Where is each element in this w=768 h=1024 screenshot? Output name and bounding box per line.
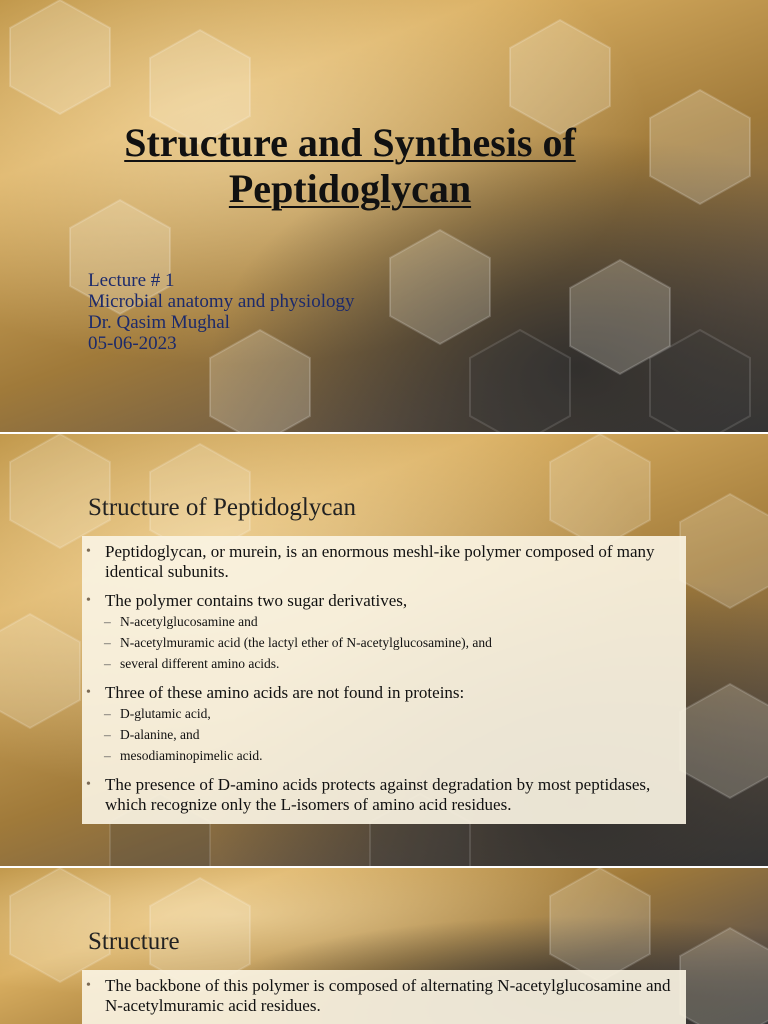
dash-icon: –	[104, 656, 111, 671]
lecture-date: 05-06-2023	[88, 333, 177, 354]
slide-heading: Structure	[88, 928, 180, 955]
dash-icon: –	[104, 748, 111, 763]
presentation-title: Structure and Synthesis of Peptidoglycan	[124, 120, 576, 211]
slide-structure-of-peptidoglycan	[0, 434, 768, 866]
sub-bullet-item: – mesodiaminopimelic acid.	[86, 745, 686, 766]
course-name: Microbial anatomy and physiology	[88, 291, 355, 312]
bullet-item: • The polymer contains two sugar derivatives,	[86, 591, 408, 610]
sub-bullet-item: – N-acetylglucosamine and	[86, 611, 686, 632]
bullet-icon: •	[86, 978, 91, 993]
lecture-number: Lecture # 1	[88, 270, 175, 291]
sub-bullet-item: – N-acetylmuramic acid (the lactyl ether of N-acetylglucosamine), and	[86, 632, 686, 653]
bullet-icon: •	[86, 685, 91, 700]
dash-icon: –	[104, 635, 111, 650]
bullet-item: • The backbone of this polymer is composed of alternating N-acetylglucosamine and N-acetylmuramic acid residues.	[86, 976, 671, 1015]
bullet-item: • The presence of D-amino acids protects against degradation by most peptidases, which recognize only the L-isomers of amino acid residues.	[86, 775, 651, 814]
sub-bullet-item: – D-glutamic acid,	[86, 703, 686, 724]
lecture-info	[88, 270, 354, 354]
bullet-item: • Peptidoglycan, or murein, is an enormous meshl-ike polymer composed of many identical subunits.	[86, 542, 655, 581]
bullet-icon: •	[86, 777, 91, 792]
instructor-name: Dr. Qasim Mughal	[88, 312, 230, 333]
dash-icon: –	[104, 614, 111, 629]
dash-icon: –	[104, 706, 111, 721]
bullet-item: • Three of these amino acids are not found in proteins:	[86, 683, 465, 702]
sub-bullet-item: – D-alanine, and	[86, 724, 686, 745]
slide-heading: Structure of Peptidoglycan	[88, 494, 356, 521]
hexagon-pattern	[0, 0, 768, 432]
bullet-icon: •	[86, 544, 91, 559]
content-panel	[82, 536, 686, 824]
slide-structure	[0, 868, 768, 1024]
dash-icon: –	[104, 727, 111, 742]
content-panel	[82, 970, 686, 1024]
bullet-icon: •	[86, 593, 91, 608]
slide-title	[0, 0, 768, 432]
sub-bullet-item: – several different amino acids.	[86, 653, 686, 674]
